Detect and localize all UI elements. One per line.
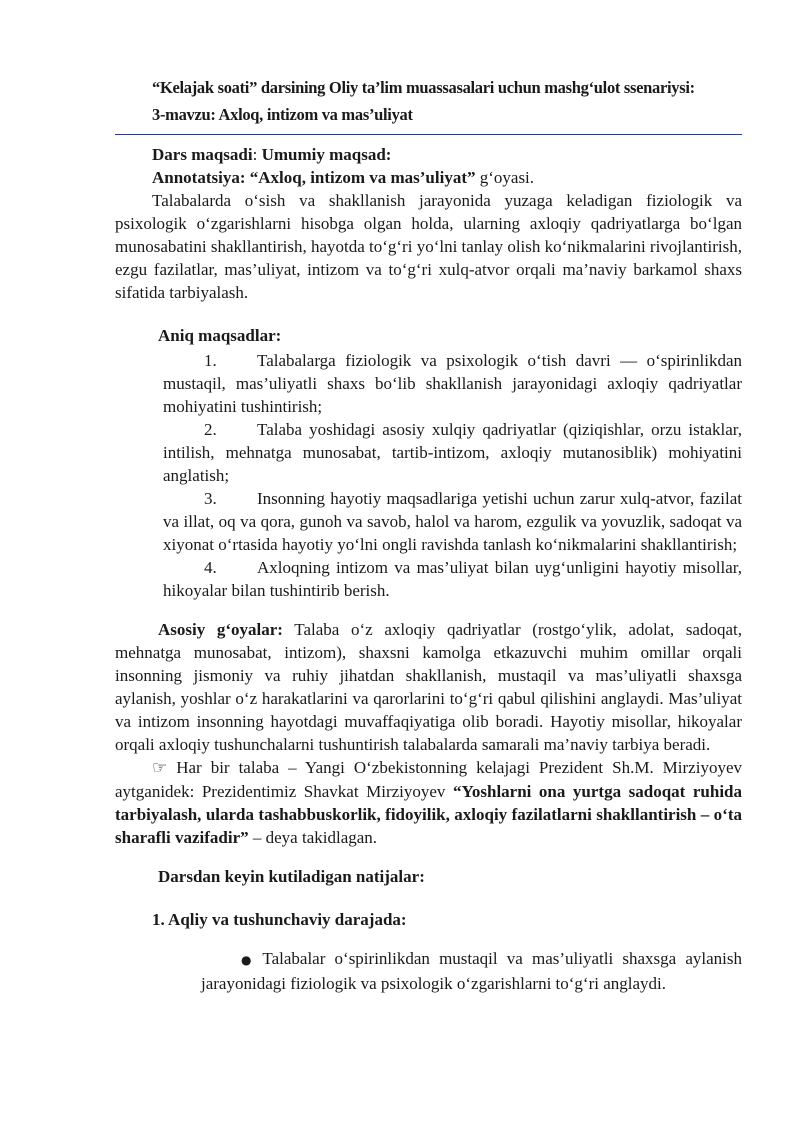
annotation-rest: g‘oyasi. <box>475 168 535 187</box>
pointing-hand-icon: ☞ <box>152 758 168 778</box>
goal-colon: : <box>252 145 262 164</box>
annotation-line <box>115 166 742 189</box>
quote-lead: Har bir talaba – Yangi O‘zbekistonning kelajagi Prezident Sh.M. Mirziyoyev aytganidek: Prezidentimiz Shavkat Mirziyoyev <box>115 758 742 801</box>
list-item <box>163 556 742 602</box>
item-number: 4. <box>204 558 217 577</box>
main-ideas-label: Asosiy g‘oyalar: <box>158 620 283 639</box>
list-item <box>163 349 742 418</box>
item-text: Insonning hayotiy maqsadlariga yetishi uchun zarur xulq-atvor, fazilat va illat, oq va qora, gunoh va savob, halol va harom, ezgulik va yovuzlik, sadoqat va xiyonat o‘rtasida hayotiy yo‘lni ongli ravishda tanlash ko‘nikmalarini shakllantirish; <box>163 489 742 554</box>
lesson-goal <box>115 143 742 166</box>
item-number: 3. <box>204 489 217 508</box>
item-text: Talaba yoshidagi asosiy xulqiy qadriyatlar (qiziqishlar, orzu istaklar, intilish, mehnatga munosabat, tartib-intizom, axloqiy mutanosiblik) mohiyatini anglatish; <box>163 420 742 485</box>
goal-value: Umumiy maqsad: <box>261 145 392 164</box>
results-level-1: 1. Aqliy va tushunchaviy darajada: <box>152 910 407 929</box>
list-item <box>163 487 742 556</box>
main-ideas-text: Talaba o‘z axloqiy qadriyatlar (rostgo‘ylik, adolat, sadoqat, mehnatga munosabat, intizom), shaxsni kamolga etkazuvchi muhim omillar orqali insonning jismoniy va ruhiy jihatdan shakllanish, mustaqil va mas’uliyatli shaxsga aylanish, yoshlar o‘z harakatlarini va qarorlarini to‘g‘ri qabul qilishini anglaydi. Mas’uliyat va intizom insonning hayotdagi muvaffaqiyatiga olib boradi. Hayotiy misollar, hikoyalar orqali axloqiy tushunchalarni tushuntirish talabalarda samarali ma’naviy tarbiya beradi. <box>115 620 743 754</box>
topic-title: 3-mavzu: Axloq, intizom va mas’uliyat <box>152 105 413 124</box>
item-text: Talabalarga fiziologik va psixologik o‘tish davri — o‘spirinlikdan mustaqil, mas’uliyatli shaxs bo‘lib shakllanish jarayonidagi axloqiy qadriyatlar mohiyatini tushintirish; <box>163 351 742 416</box>
main-ideas-paragraph <box>115 618 742 756</box>
item-number: 2. <box>204 420 217 439</box>
quote-paragraph <box>115 756 742 849</box>
quote-bold: “Yoshlarni ona yurtga sadoqat ruhida tarbiyalash, ularda tashabbuskorlik, fidoyilik, axloqiy fazilatlarni shakllantirish – o‘ta sharafli vazifadir” <box>115 782 742 847</box>
intro-paragraph: Talabalarda o‘sish va shakllanish jarayonida yuzaga keladigan fiziologik va psixologik o‘zgarishlarni hisobga olgan holda, ularning axloqiy qadriyatlarga bo‘lgan munosabatini shakllantirish, hayotda to‘g‘ri yo‘lni tanlay olish ko‘nikmalarini rivojlantirish, ezgu fazilatlar, mas’uliyat, intizom va to‘g‘ri xulq-atvor orqali ma’naviy barkamol shaxs sifatida tarbiyalash. <box>115 191 742 302</box>
title-divider <box>115 134 742 135</box>
item-number: 1. <box>204 351 217 370</box>
objectives-heading <box>115 324 742 347</box>
quote-tail: – deya takidlagan. <box>248 828 378 847</box>
objectives-list <box>115 349 742 602</box>
annotation-label: Annotatsiya: “Axloq, intizom va mas’uliyat” <box>152 168 476 187</box>
item-text: Axloqning intizom va mas’uliyat bilan uyg‘unligini hayotiy misollar, hikoyalar bilan tushintirib berish. <box>163 558 742 600</box>
result-bullet-item <box>115 947 742 995</box>
results-heading-text: Darsdan keyin kutiladigan natijalar: <box>158 867 425 886</box>
objectives-heading-text: Aniq maqsadlar: <box>158 326 282 345</box>
document-title: “Kelajak soati” darsining Oliy ta’lim muassasalari uchun mashg‘ulot ssenariysi: <box>152 78 695 97</box>
bullet-text: Talabalar o‘spirinlikdan mustaqil va mas’uliyatli shaxsga aylanish jarayonidagi fiziologik va psixologik o‘zgarishlarni to‘g‘ri anglaydi. <box>201 949 742 993</box>
list-item <box>163 418 742 487</box>
results-heading <box>115 865 742 888</box>
bullet-icon: ● <box>241 953 257 967</box>
goal-label: Dars maqsadi <box>152 145 253 164</box>
